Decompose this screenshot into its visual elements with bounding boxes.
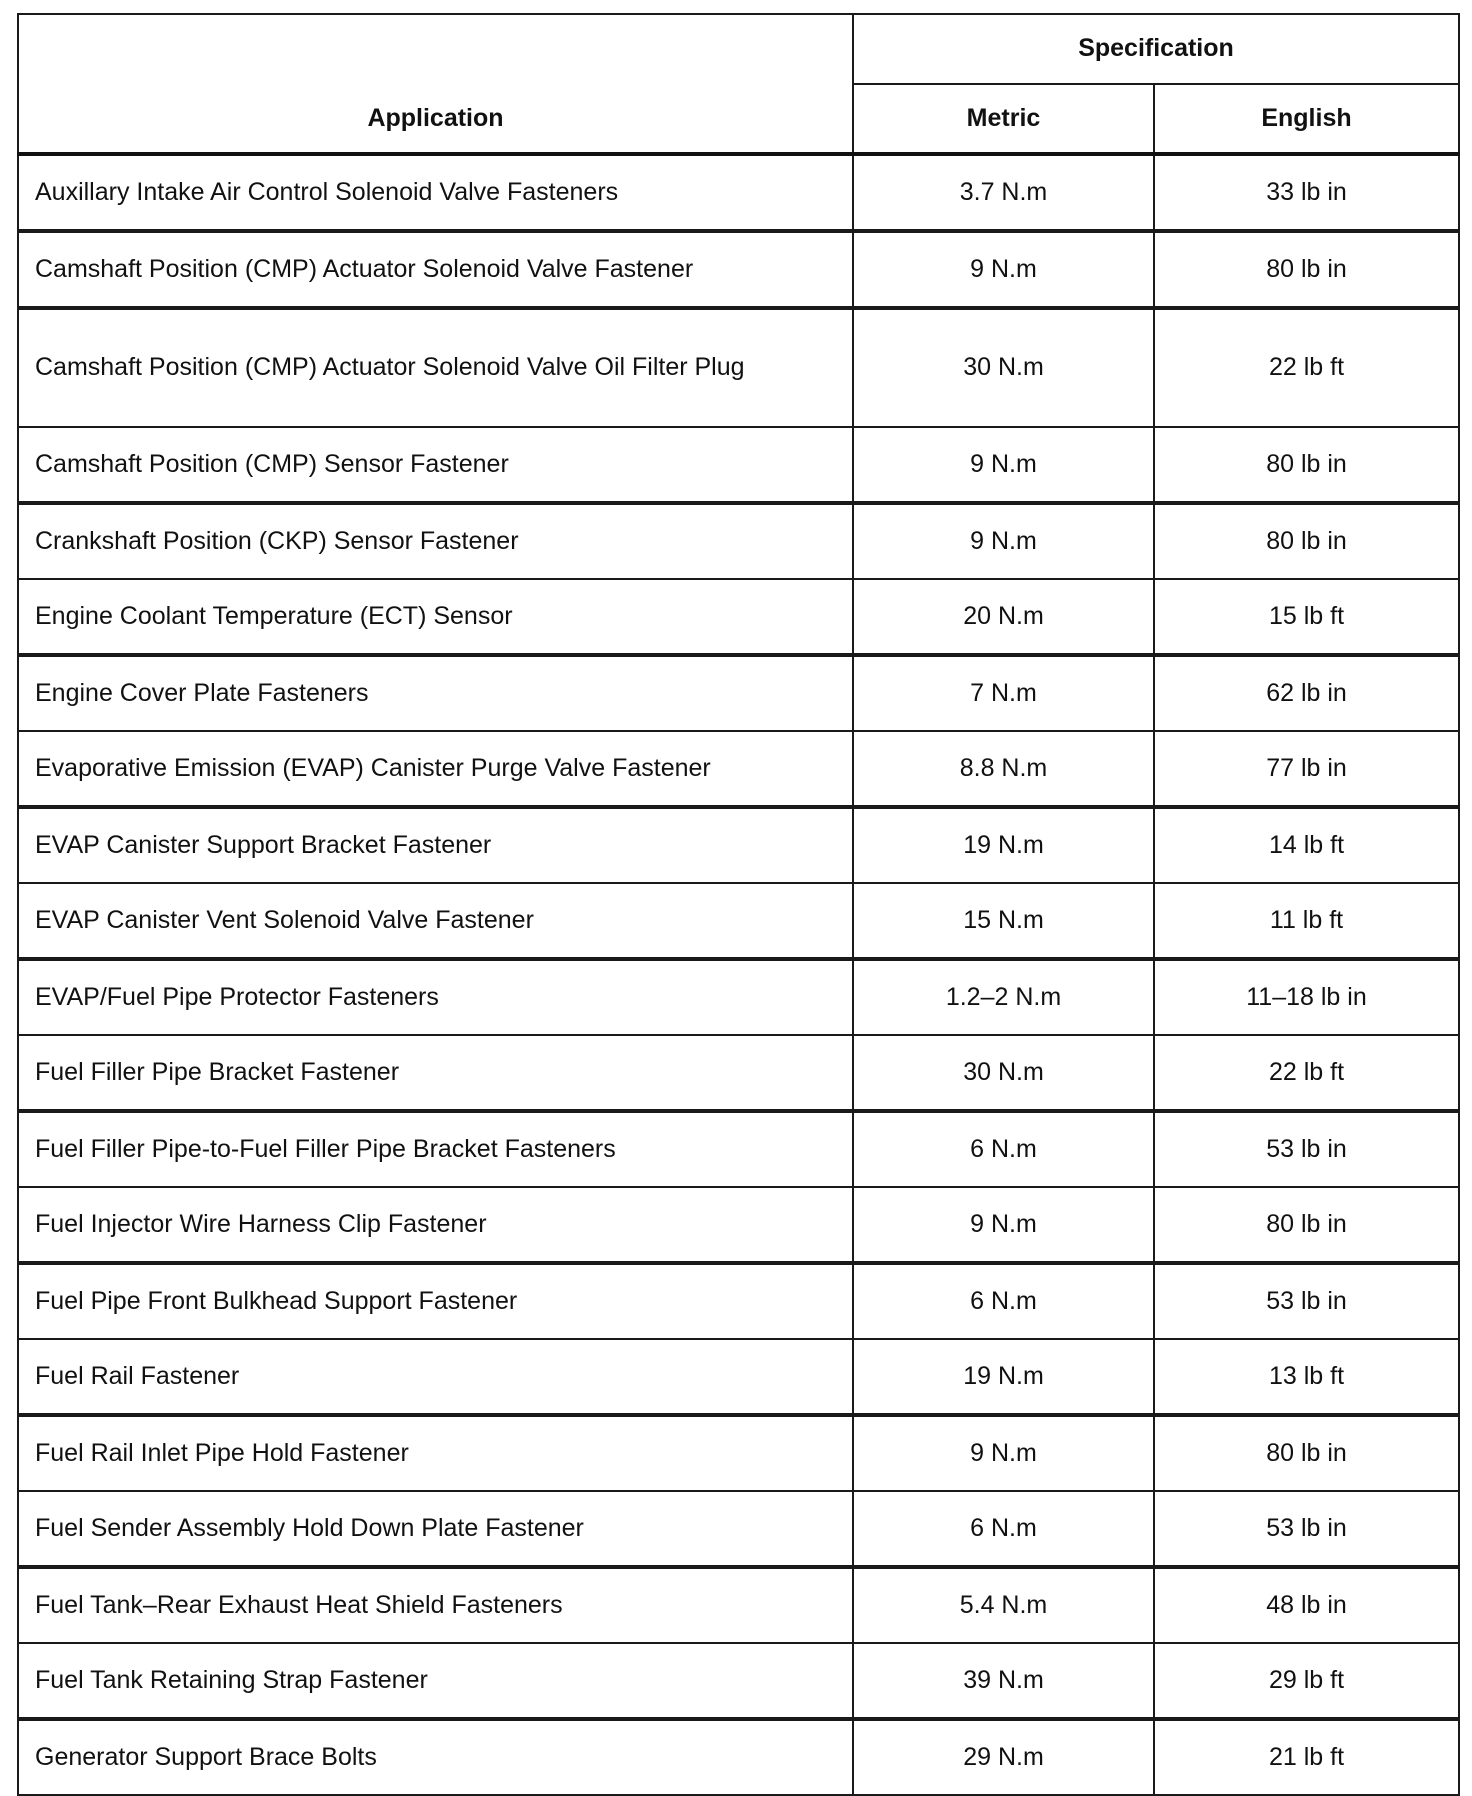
- table-row: [18, 579, 1459, 655]
- metric-cell: 20 N.m: [853, 579, 1154, 655]
- table-row: [18, 154, 1459, 231]
- application-cell: Fuel Pipe Front Bulkhead Support Fastener: [18, 1263, 853, 1339]
- table-row: [18, 1415, 1459, 1491]
- table-row: [18, 503, 1459, 579]
- english-cell: 53 lb in: [1154, 1491, 1459, 1567]
- metric-cell: 6 N.m: [853, 1263, 1154, 1339]
- header-metric: Metric: [853, 84, 1154, 154]
- metric-cell: 8.8 N.m: [853, 731, 1154, 807]
- application-cell: Engine Cover Plate Fasteners: [18, 655, 853, 731]
- application-cell: Evaporative Emission (EVAP) Canister Purge Valve Fastener: [18, 731, 853, 807]
- metric-cell: 3.7 N.m: [853, 154, 1154, 231]
- english-cell: 11–18 lb in: [1154, 959, 1459, 1035]
- metric-cell: 15 N.m: [853, 883, 1154, 959]
- metric-cell: 7 N.m: [853, 655, 1154, 731]
- table-body: [18, 154, 1459, 1795]
- table-row: [18, 655, 1459, 731]
- table-row: [18, 1339, 1459, 1415]
- table-row: [18, 1567, 1459, 1643]
- application-cell: Fuel Filler Pipe-to-Fuel Filler Pipe Bracket Fasteners: [18, 1111, 853, 1187]
- table-row: [18, 1263, 1459, 1339]
- application-cell: EVAP Canister Vent Solenoid Valve Fastener: [18, 883, 853, 959]
- metric-cell: 9 N.m: [853, 231, 1154, 308]
- application-cell: Fuel Filler Pipe Bracket Fastener: [18, 1035, 853, 1111]
- table-row: [18, 1719, 1459, 1795]
- english-cell: 80 lb in: [1154, 1187, 1459, 1263]
- english-cell: 53 lb in: [1154, 1263, 1459, 1339]
- application-cell: Camshaft Position (CMP) Sensor Fastener: [18, 427, 853, 503]
- table-row: [18, 959, 1459, 1035]
- metric-cell: 39 N.m: [853, 1643, 1154, 1719]
- metric-cell: 6 N.m: [853, 1491, 1154, 1567]
- metric-cell: 5.4 N.m: [853, 1567, 1154, 1643]
- application-cell: Auxillary Intake Air Control Solenoid Valve Fasteners: [18, 154, 853, 231]
- metric-cell: 30 N.m: [853, 1035, 1154, 1111]
- table-row: [18, 1491, 1459, 1567]
- metric-cell: 9 N.m: [853, 1415, 1154, 1491]
- application-cell: Fuel Tank Retaining Strap Fastener: [18, 1643, 853, 1719]
- metric-cell: 6 N.m: [853, 1111, 1154, 1187]
- table-row: [18, 731, 1459, 807]
- metric-cell: 9 N.m: [853, 503, 1154, 579]
- english-cell: 11 lb ft: [1154, 883, 1459, 959]
- english-cell: 77 lb in: [1154, 731, 1459, 807]
- application-cell: Fuel Tank–Rear Exhaust Heat Shield Fasteners: [18, 1567, 853, 1643]
- metric-cell: 29 N.m: [853, 1719, 1154, 1795]
- header-application: Application: [18, 14, 853, 154]
- metric-cell: 19 N.m: [853, 807, 1154, 883]
- english-cell: 62 lb in: [1154, 655, 1459, 731]
- metric-cell: 1.2–2 N.m: [853, 959, 1154, 1035]
- table-row: [18, 427, 1459, 503]
- english-cell: 22 lb ft: [1154, 1035, 1459, 1111]
- header-english: English: [1154, 84, 1459, 154]
- english-cell: 53 lb in: [1154, 1111, 1459, 1187]
- application-cell: Generator Support Brace Bolts: [18, 1719, 853, 1795]
- english-cell: 14 lb ft: [1154, 807, 1459, 883]
- english-cell: 80 lb in: [1154, 1415, 1459, 1491]
- english-cell: 29 lb ft: [1154, 1643, 1459, 1719]
- table-row: [18, 1187, 1459, 1263]
- application-cell: Camshaft Position (CMP) Actuator Solenoid Valve Oil Filter Plug: [18, 308, 853, 427]
- torque-spec-table: [17, 13, 1460, 1796]
- table-row: [18, 1111, 1459, 1187]
- english-cell: 80 lb in: [1154, 503, 1459, 579]
- table-row: [18, 308, 1459, 427]
- metric-cell: 19 N.m: [853, 1339, 1154, 1415]
- application-cell: Fuel Rail Fastener: [18, 1339, 853, 1415]
- header-specification: Specification: [853, 14, 1459, 84]
- table-row: [18, 1035, 1459, 1111]
- english-cell: 80 lb in: [1154, 231, 1459, 308]
- metric-cell: 9 N.m: [853, 427, 1154, 503]
- application-cell: EVAP/Fuel Pipe Protector Fasteners: [18, 959, 853, 1035]
- application-cell: Crankshaft Position (CKP) Sensor Fastener: [18, 503, 853, 579]
- table-row: [18, 1643, 1459, 1719]
- english-cell: 48 lb in: [1154, 1567, 1459, 1643]
- application-cell: Fuel Injector Wire Harness Clip Fastener: [18, 1187, 853, 1263]
- metric-cell: 30 N.m: [853, 308, 1154, 427]
- english-cell: 22 lb ft: [1154, 308, 1459, 427]
- table-row: [18, 231, 1459, 308]
- table-row: [18, 807, 1459, 883]
- english-cell: 21 lb ft: [1154, 1719, 1459, 1795]
- application-cell: Camshaft Position (CMP) Actuator Solenoid Valve Fastener: [18, 231, 853, 308]
- application-cell: Fuel Sender Assembly Hold Down Plate Fastener: [18, 1491, 853, 1567]
- application-cell: EVAP Canister Support Bracket Fastener: [18, 807, 853, 883]
- metric-cell: 9 N.m: [853, 1187, 1154, 1263]
- application-cell: Engine Coolant Temperature (ECT) Sensor: [18, 579, 853, 655]
- english-cell: 15 lb ft: [1154, 579, 1459, 655]
- english-cell: 80 lb in: [1154, 427, 1459, 503]
- table-row: [18, 883, 1459, 959]
- application-cell: Fuel Rail Inlet Pipe Hold Fastener: [18, 1415, 853, 1491]
- english-cell: 33 lb in: [1154, 154, 1459, 231]
- english-cell: 13 lb ft: [1154, 1339, 1459, 1415]
